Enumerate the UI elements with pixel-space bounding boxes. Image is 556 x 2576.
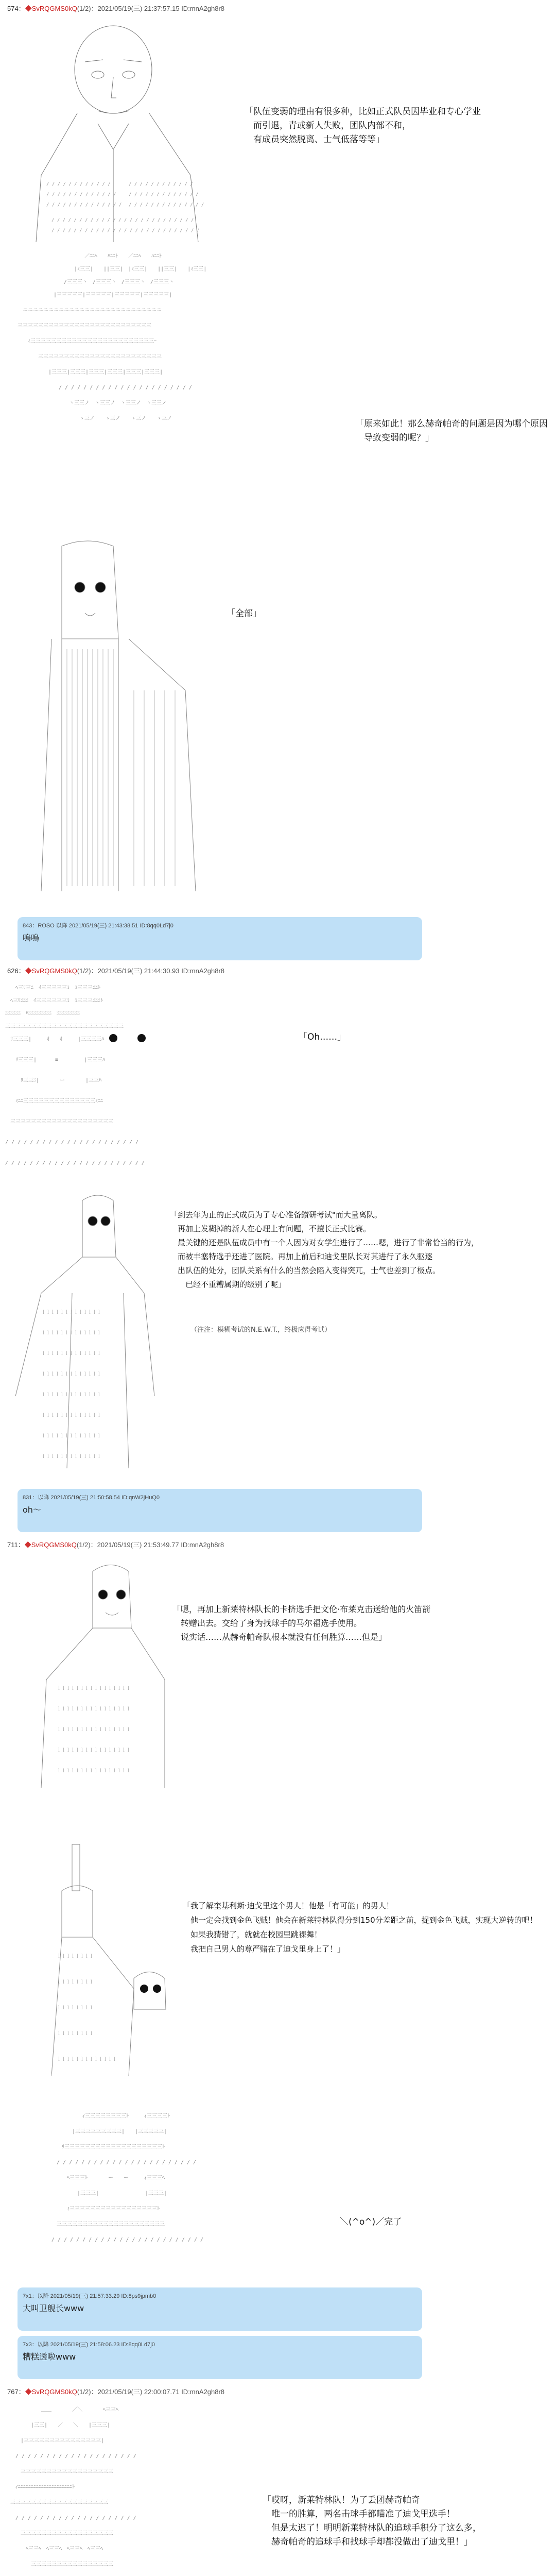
svg-text:三三三三三三三三三三三三三三三三三三三三三三三三三三: 三三三三三三三三三三三三三三三三三三三三三三三三三三: [18, 323, 151, 329]
svg-text:ﾘ三三ﾆ| ー |三三ﾊ: ﾘ三三ﾆ| ー |三三ﾊ: [21, 1078, 102, 1083]
post-meta: (1/2)：2021/05/19(三) 22:00:07.71 ID:mnA2gh8r8: [77, 2388, 225, 2396]
svg-text:/ / / / / / / / / / / / /: / / / / / / / / / / / / /: [46, 192, 116, 197]
svg-text:/ / / / / / / / / / / / / /: / / / / / / / / / / / / / /: [46, 202, 122, 208]
post-meta: (1/2)：2021/05/19(三) 21:37:57.15 ID:mnA2gh8r8: [77, 5, 225, 12]
svg-text:ﾆﾆﾆﾆﾆﾆ ﾊﾆﾆﾆﾆﾆﾆﾆﾆﾆ ﾆﾆﾆﾆﾆﾆﾆﾆﾆ: ﾆﾆﾆﾆﾆﾆ ﾊﾆﾆﾆﾆﾆﾆﾆﾆﾆ ﾆﾆﾆﾆﾆﾆﾆﾆﾆ: [5, 1011, 80, 1016]
post-meta: (1/2)：2021/05/19(三) 21:44:30.93 ID:mnA2gh8r8: [77, 967, 225, 975]
svg-text:ｨ三三三三三三三三三三三三三三三三三三三三三三三三ｰ: ｨ三三三三三三三三三三三三三三三三三三三三三三三三ｰ: [28, 338, 157, 344]
post-header-626: [7, 965, 224, 975]
reply-text: 糟糕透啦www: [23, 2352, 76, 2362]
dialogue-text: 「原来如此！那么赫奇帕奇的问题是因为哪个原因 导致变弱的呢？」: [355, 419, 548, 443]
svg-text:/ / / / / / / / / / / / / / /: / / / / / / / / / / / / / / / / / / / / / / / / / / /: [51, 228, 200, 233]
svg-text:/ / / / / / / / / / / /: / / / / / / / / / / / /: [129, 182, 193, 187]
svg-text:ｌｌｌｌｌｌｌｌｌｌｌｌｌ: ｌｌｌｌｌｌｌｌｌｌｌｌｌ: [41, 1351, 102, 1357]
trip-diamond: ◆: [24, 1541, 31, 1549]
svg-text:三三三三三三三三三三三三三三三三: 三三三三三三三三三三三三三三三三: [31, 2562, 113, 2567]
reply-meta: 7x3：以降 2021/05/19(三) 21:58:06.23 ID:8qq0Ld7j0: [23, 2342, 155, 2348]
svg-text:|三三三三三|三三三三三|三三三三三|三三三三三|: |三三三三三|三三三三三|三三三三三|三三三三三|: [54, 292, 172, 298]
svg-text:ｨ三三三三三三三三ﾄ ｨ三三三三ﾄ: ｨ三三三三三三三三ﾄ ｨ三三三三ﾄ: [82, 2113, 170, 2119]
tall-man-icon: [31, 536, 227, 907]
svg-text:ﾘ三三三| ｵ ｵ |三三三三ﾊ: ﾘ三三三| ｵ ｵ |三三三三ﾊ: [10, 1037, 105, 1042]
reply-card: [18, 2287, 422, 2331]
post-header-767: [7, 2386, 224, 2396]
reply-card: [18, 2336, 422, 2379]
svg-text:/ / / / / / / / / / / / / / /: / / / / / / / / / / / / / / / / / / / / / / /: [5, 1160, 145, 1166]
svg-text:三三三三三三三三三三三三三三三三三三: 三三三三三三三三三三三三三三三三三三: [21, 2531, 113, 2536]
svg-text:/ / / / / / / / / / / / / / /: / / / / / / / / / / / / / / / / / / / / / / / / /: [51, 2237, 204, 2243]
svg-text:/ / / / / / / / / / / / / / /: / / / / / / / / / / / / / / / / / / / / / / / / / /: [51, 218, 194, 223]
post-number: 574：: [7, 5, 25, 12]
post-number: 711：: [7, 1541, 25, 1549]
reclining-figure-icon: [51, 2107, 319, 2257]
reply-meta: 843：ROSO 以降 2021/05/19(三) 21:43:38.51 ID:8qq0Ld7j0: [23, 923, 173, 929]
dialogue-text: 「我了解奎基利斯·迪戈里这个男人！他是「有可能」的男人！ 他一定会找到金色飞贼！他会在新莱特林队得分到150分差距之前，捉到金色飞贼，实现大逆转的吧！ 如果我猜错了，就就在校园里跳裸舞！ 我把自己男人的尊严赌在了迪戈里身上了！」: [183, 1901, 537, 1954]
svg-text:|ﾐ三三| ||三三| |ﾐ三三| ||三三| |ﾐ三: |ﾐ三三| ||三三| |ﾐ三三| ||三三| |ﾐ三三|: [74, 266, 207, 272]
svg-text:ｌｌｌｌｌｌｌｌｌｌｌｌｌ: ｌｌｌｌｌｌｌｌｌｌｌｌｌ: [41, 1413, 102, 1418]
reply-text: 大叫卫舰长www: [23, 2303, 84, 2313]
reply-meta: 7x1：以降 2021/05/19(三) 21:57:33.29 ID:8ps9jpmb0: [23, 2293, 157, 2299]
trip-diamond: ◆: [25, 5, 32, 12]
svg-text:ヽ三三ノ ヽ三三ノ ヽ三三ノ ヽ三三ノ: ヽ三三ノ ヽ三三ノ ヽ三三ノ ヽ三三ノ: [69, 400, 167, 406]
svg-text:ﾐﾆﾆ三三三三三三三三三三三三三三ﾐﾆﾆ: ﾐﾆﾆ三三三三三三三三三三三三三三ﾐﾆﾆ: [15, 1098, 103, 1104]
svg-text:ｌｌｌｌｌｌｌｌｌｌｌｌｌ: ｌｌｌｌｌｌｌｌｌｌｌｌｌ: [41, 1372, 102, 1377]
svg-text:＿＿ ／＼ ﾍ三三ﾍ: ＿＿ ／＼ ﾍ三三ﾍ: [41, 2407, 118, 2413]
smiling-man-icon: [36, 1556, 170, 1793]
poster-name-link[interactable]: SvRQGMS0kQ: [31, 1541, 77, 1549]
quidditch-crowd-icon: [10, 2401, 227, 2576]
poster-name-link[interactable]: SvRQGMS0kQ: [31, 967, 77, 975]
svg-text:ﾘ三三三三三三三三三三三三三三三三三三三ﾄ: ﾘ三三三三三三三三三三三三三三三三三三三ﾄ: [62, 2144, 165, 2150]
svg-text:ｌｌｌｌｌｌｌｌｌｌｌｌｌ: ｌｌｌｌｌｌｌｌｌｌｌｌｌ: [41, 1393, 102, 1398]
svg-text:|三三| ／ ＼ |三三三|: |三三| ／ ＼ |三三三|: [31, 2422, 111, 2428]
post-meta: (1/2)：2021/05/19(三) 21:53:49.77 ID:mnA2gh8r8: [76, 1541, 224, 1549]
svg-text:ﾍ三三ﾍ ﾍ三三ﾍ ﾍ三三ﾍ ﾍ三三ﾍ: ﾍ三三ﾍ ﾍ三三ﾍ ﾍ三三ﾍ ﾍ三三ﾍ: [26, 2546, 103, 2552]
svg-text:ｌｌｌｌｌｌｌｌｌｌｌｌｌ: ｌｌｌｌｌｌｌｌｌｌｌｌｌ: [41, 1331, 102, 1336]
svg-text:三三三三三三三三三三三三三三三三三三三三三三三三: 三三三三三三三三三三三三三三三三三三三三三三三三: [38, 354, 162, 360]
dialogue-text: 「队伍变弱的理由有很多种，比如正式队员因毕业和专心学业 而引退，青或新人失败，团队内部不和， 有成员突然脱离、士气低落等等」: [245, 107, 481, 145]
svg-text:三三三三三三三三三三三三三三三三三三三: 三三三三三三三三三三三三三三三三三三三: [10, 2500, 108, 2505]
svg-text:ｌｌｌｌｌｌｌｌ: ｌｌｌｌｌｌｌｌ: [57, 1980, 94, 1985]
svg-text:ｌｌｌｌｌｌｌｌ: ｌｌｌｌｌｌｌｌ: [57, 2031, 94, 2037]
svg-text:|三三三三三三三三三三三三三三三|: |三三三三三三三三三三三三三三三|: [21, 2438, 105, 2444]
svg-text:三三三三三三三三三三三三三三三三三三三三三三三: 三三三三三三三三三三三三三三三三三三三三三三三: [5, 1024, 124, 1029]
reply-card: [18, 917, 422, 960]
svg-text:/ / / / / / / / / / / / / / /: / / / / / / / / / / / / / / / / / / / / / /: [59, 385, 192, 391]
svg-text:ﾍ三ﾘﾆﾆﾆ ｲ三三三三三三ﾐ ﾐ三三三ﾆﾆﾆﾄ: ﾍ三ﾘﾆﾆﾆ ｲ三三三三三三ﾐ ﾐ三三三ﾆﾆﾆﾄ: [10, 998, 103, 1004]
svg-text:ゝ三ノ ゝ三ノ ゝ三ノ ゝ三ノ: ゝ三ノ ゝ三ノ ゝ三ノ ゝ三ノ: [79, 416, 172, 421]
reply-meta: 831：以降 2021/05/19(三) 21:50:58.54 ID:qnW2jHuQ0: [23, 1495, 160, 1501]
svg-text:ｌｌｌｌｌｌｌｌ: ｌｌｌｌｌｌｌｌ: [57, 1954, 94, 1959]
poster-name-link[interactable]: SvRQGMS0kQ: [31, 2388, 77, 2396]
svg-text:/ / / / / / / / / / / / / / /: / / / / / / / / / / / / / / / / / / / / / /: [5, 1140, 138, 1145]
translator-note: （注注：模糊考试的N.E.W.T.，终极应得考试）: [190, 1326, 332, 1334]
svg-text:ｌｌｌｌｌｌｌｌｌｌｌｌｌｌｌｌ: ｌｌｌｌｌｌｌｌｌｌｌｌｌｌｌｌ: [57, 1727, 131, 1733]
svg-text:/ / / / / / / / / / / / /: / / / / / / / / / / / / /: [129, 192, 199, 197]
reply-text: 嗚嗚: [23, 933, 40, 943]
blond-woman-face-icon: [5, 979, 263, 1180]
svg-text:|三三三|三三三|三三三|三三三|三三三|三三三|: |三三三|三三三|三三三|三三三|三三三|三三三|: [48, 369, 163, 375]
svg-text:/ / / / / / / / / / / /: / / / / / / / / / / / /: [46, 182, 111, 187]
bald-man-face-icon: [21, 21, 237, 242]
svg-text:ｨﾆﾆﾆﾆﾆﾆﾆﾆﾆﾆﾆﾆﾆﾆﾆﾆﾆﾆﾆﾆﾆﾄ: ｨﾆﾆﾆﾆﾆﾆﾆﾆﾆﾆﾆﾆﾆﾆﾆﾆﾆﾆﾆﾆﾆﾄ: [15, 2484, 75, 2490]
nude-man-icon: [10, 1190, 165, 1479]
trip-diamond: ◆: [25, 2388, 32, 2396]
svg-text:三三三三三三三三三三三三三三三三三三三三: 三三三三三三三三三三三三三三三三三三三三: [10, 1119, 113, 1125]
svg-text:/ / / / / / / / / / / / / /: / / / / / / / / / / / / / /: [129, 202, 204, 208]
svg-text:／ﾆﾆﾍ ﾊﾆﾆﾄ ／ﾆﾆﾍ ﾊﾆﾆﾄ: ／ﾆﾆﾍ ﾊﾆﾆﾄ ／ﾆﾆﾍ ﾊﾆﾆﾄ: [84, 253, 162, 259]
post-number: 767：: [7, 2388, 25, 2396]
dialogue-text: 「嗯，再加上新莱特林队长的卡挤选手把文伦·布莱克击送给他的火笛箭 转赠出去。交给了身为找球手的马尔福选手使用。 说实话……从赫奇帕奇队根本就没有任何胜算……但是」: [172, 1604, 431, 1642]
svg-text:/ / / / / / / / / / / / / / /: / / / / / / / / / / / / / / / / / / / / / / /: [57, 2160, 196, 2165]
svg-text:ｌｌｌｌｌｌｌｌｌｌｌｌｌｌｌｌ: ｌｌｌｌｌｌｌｌｌｌｌｌｌｌｌｌ: [57, 1769, 131, 1774]
reply-card: [18, 1489, 422, 1532]
dialogue-text: 「Oh……」: [299, 1032, 346, 1042]
svg-text:ﾍ三ﾘ三ﾆ ｲ三三三三三ﾐ ﾐ三三三ﾆﾆﾄ: ﾍ三ﾘ三ﾆ ｲ三三三三三ﾐ ﾐ三三三ﾆﾆﾄ: [15, 985, 100, 991]
post-number: 626：: [7, 967, 25, 975]
reply-text: oh〜: [23, 1505, 41, 1515]
svg-text:/ / / / / / / / / / / / / / /: / / / / / / / / / / / / / / / / / / / /: [15, 2453, 136, 2459]
svg-text:ｌｌｌｌｌｌｌｌｌｌｌｌｌ: ｌｌｌｌｌｌｌｌｌｌｌｌｌ: [41, 1310, 102, 1315]
post-header-711: [7, 1539, 224, 1549]
svg-text:ﾍ三三三ﾄ ー ー ｨ三三三ﾍ: ﾍ三三三ﾄ ー ー ｨ三三三ﾍ: [67, 2175, 165, 2181]
svg-text:ｨ三三三三三三三三三三三三三三三三三ﾄ: ｨ三三三三三三三三三三三三三三三三三ﾄ: [67, 2206, 160, 2212]
post-header-574: [7, 3, 224, 13]
poster-name-link[interactable]: SvRQGMS0kQ: [31, 5, 77, 12]
svg-text:/三三三ヽ /三三三ヽ /三三三ヽ /三三三ヽ: /三三三ヽ /三三三ヽ /三三三ヽ /三三三ヽ: [64, 279, 175, 285]
svg-text:三三三三三三三三三三三三三三三三三三: 三三三三三三三三三三三三三三三三三三: [21, 2469, 113, 2475]
svg-text:ｌｌｌｌｌｌｌｌｌｌｌｌｌ: ｌｌｌｌｌｌｌｌｌｌｌｌｌ: [41, 1434, 102, 1439]
svg-text:ｌｌｌｌｌｌｌｌｌｌｌｌｌｌｌｌ: ｌｌｌｌｌｌｌｌｌｌｌｌｌｌｌｌ: [57, 1748, 131, 1753]
svg-text:ニニニニニニニニニニニニニニニニニニニニニニニニニニニ: ニニニニニニニニニニニニニニニニニニニニニニニニニニニ: [23, 308, 162, 313]
dialogue-text: 「到去年为止的正式成员为了专心准备鑚研考试"而大量离队。 再加上发糊掉的新人在心理上有问题，不擅长正式比赛。 最关键的还是队伍成员中有一个人因为对女学生进行了……嗯，进行了非常恰当的行为， 而被丰塞特选手还进了医院。再加上前后和迪戈里队长对其进行了永久驱逐 出队伍的处分，团队关系有什么的当然会陷入变得突兀，士气也差到了极点。 已经不重糟属期的级别了呢」: [170, 1210, 479, 1289]
svg-text:ｌｌｌｌｌｌｌｌ: ｌｌｌｌｌｌｌｌ: [57, 2006, 94, 2011]
svg-text:|三三三三三三三三三| |三三三三三|: |三三三三三三三三三| |三三三三三|: [72, 2129, 167, 2134]
svg-text:三三三三三三三三三三三三三三三三三三三三三: 三三三三三三三三三三三三三三三三三三三三三: [57, 2222, 165, 2227]
svg-text:ｌｌｌｌｌｌｌｌｌｌｌｌｌ: ｌｌｌｌｌｌｌｌｌｌｌｌｌ: [41, 1454, 102, 1460]
svg-text:ｌｌｌｌｌｌｌｌｌｌｌｌｌｌｌｌ: ｌｌｌｌｌｌｌｌｌｌｌｌｌｌｌｌ: [57, 1707, 131, 1712]
dialogue-text: 「全部」: [227, 608, 262, 619]
crowd-icon: [12, 247, 301, 453]
trip-diamond: ◆: [25, 967, 32, 975]
svg-text:|三三三| |三三三|: |三三三| |三三三|: [77, 2191, 167, 2196]
svg-text:ﾘ三三三| ≡ |三三三ﾊ: ﾘ三三三| ≡ |三三三ﾊ: [15, 1057, 106, 1063]
svg-text:/ / / / / / / / / / / / / / /: / / / / / / / / / / / / / / / / / / / /: [15, 2515, 136, 2521]
dialogue-text: 「哎呀，新莱特林队！为了丢团赫奇帕奇 唯一的胜算，两名击球手都瞄准了迪戈里选手！ 但是太迟了！明明新莱特林队的追球手积分了这么多， 赫奇帕奇的追球手和找球手却都没做出了迪戈里！」: [263, 2495, 481, 2547]
svg-text:ｌｌｌｌｌｌｌｌｌｌｌｌｌ: ｌｌｌｌｌｌｌｌｌｌｌｌｌ: [57, 2057, 117, 2062]
dialogue-text: ＼(^o^)／完了: [340, 2217, 402, 2227]
svg-text:ｌｌｌｌｌｌｌｌｌｌｌｌｌｌｌｌ: ｌｌｌｌｌｌｌｌｌｌｌｌｌｌｌｌ: [57, 1686, 131, 1691]
pointing-man-icon: [51, 1834, 185, 2081]
